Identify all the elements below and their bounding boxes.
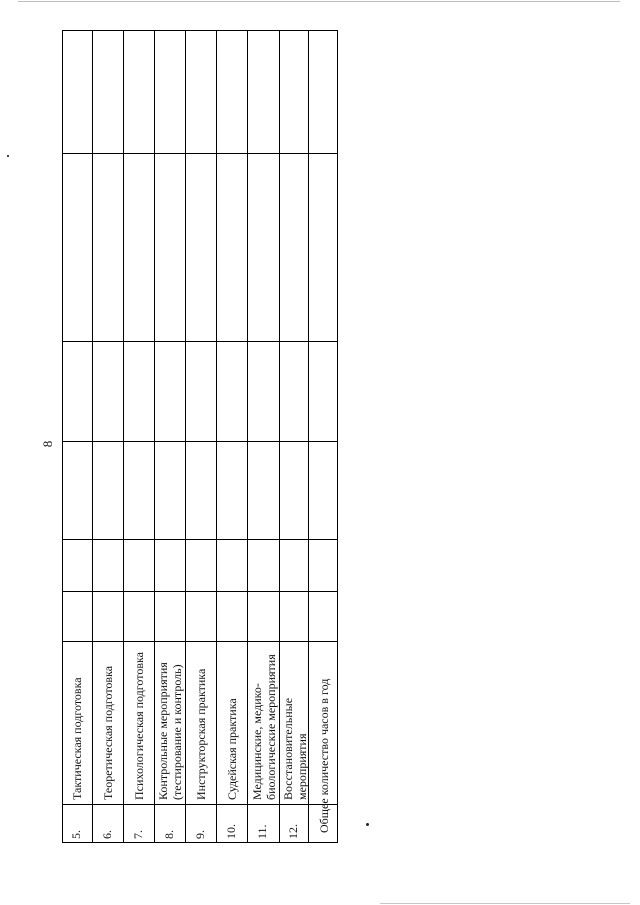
column-divider bbox=[63, 591, 338, 592]
row-label-line: (тестирование и контроль) bbox=[170, 664, 184, 800]
column-divider bbox=[63, 539, 338, 540]
row-label-line: Восстановительные bbox=[281, 697, 295, 800]
row-label: Психологическая подготовка bbox=[132, 652, 146, 800]
row-label-line: Медицинские, медико- bbox=[250, 683, 264, 800]
row-label-line: мероприятия bbox=[295, 733, 309, 800]
scan-edge-top bbox=[18, 1, 620, 2]
scan-speck bbox=[7, 155, 9, 157]
row-number: 5. bbox=[69, 830, 83, 839]
row-label-line: Контрольные мероприятия bbox=[156, 662, 170, 800]
training-plan-table bbox=[62, 30, 338, 843]
column-divider bbox=[63, 341, 338, 342]
row-label: Инструкторская практика bbox=[194, 668, 208, 800]
scan-speck bbox=[366, 823, 369, 826]
row-number: 10. bbox=[224, 824, 238, 839]
column-divider bbox=[63, 153, 338, 154]
row-number: 6. bbox=[100, 830, 114, 839]
row-number: 8. bbox=[162, 830, 176, 839]
column-divider bbox=[63, 804, 338, 805]
column-divider bbox=[63, 441, 338, 442]
row-number: 7. bbox=[131, 830, 145, 839]
scan-edge-bottom bbox=[380, 903, 630, 904]
row-label-line: биологические мероприятия bbox=[264, 654, 278, 800]
column-divider bbox=[63, 641, 338, 642]
row-number: 11. bbox=[255, 824, 269, 839]
row-number: 12. bbox=[286, 824, 300, 839]
row-label: Судейская практика bbox=[225, 698, 239, 800]
row-label: Тактическая подготовка bbox=[70, 677, 84, 800]
page-number: 8 bbox=[40, 440, 55, 448]
row-number: 9. bbox=[193, 830, 207, 839]
row-label: Теоретическая подготовка bbox=[101, 665, 115, 800]
total-hours-label: Общее количество часов в год bbox=[317, 678, 331, 833]
